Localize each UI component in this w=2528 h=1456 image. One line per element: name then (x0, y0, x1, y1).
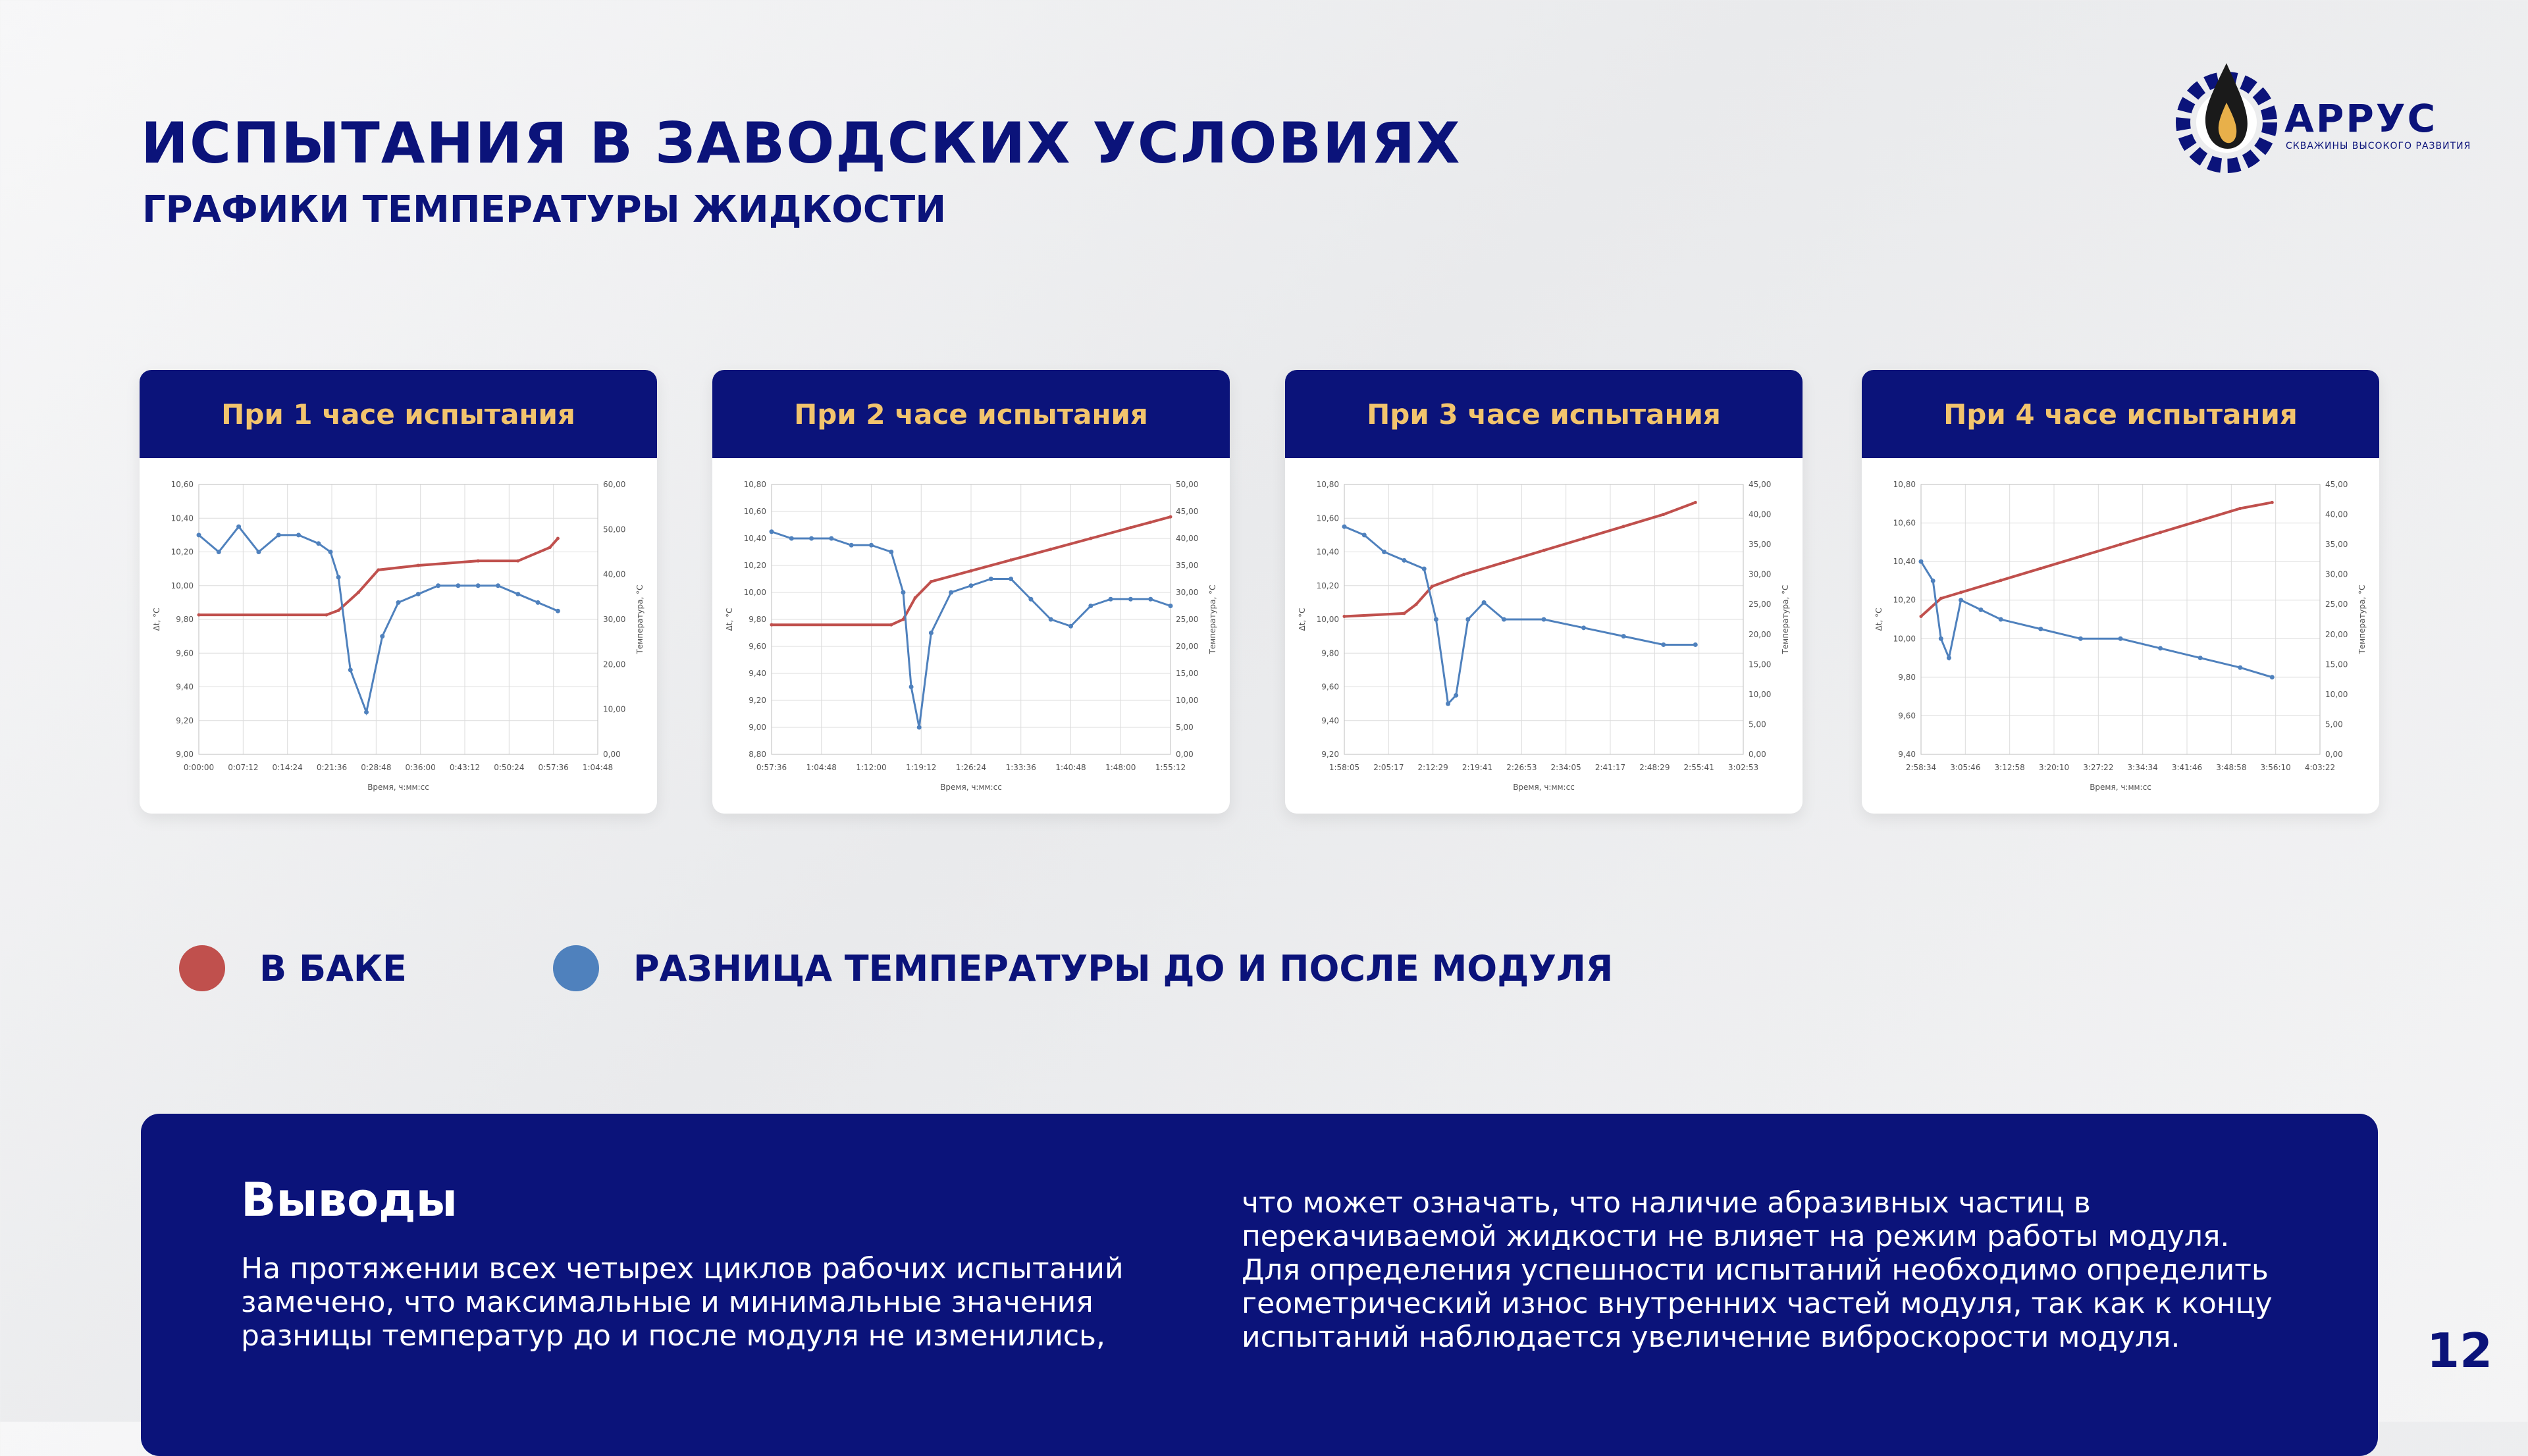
x-tick-label: 0:57:36 (538, 763, 569, 772)
tank-point (1402, 611, 1406, 615)
y2-tick-label: 25,00 (1749, 600, 1772, 610)
x-tick-label: 2:19:41 (1462, 763, 1493, 772)
x-tick-label: 3:48:58 (2216, 763, 2247, 772)
delta-point (1088, 604, 1093, 608)
delta-point (380, 634, 384, 638)
x-tick-label: 2:34:05 (1550, 763, 1581, 772)
y2-tick-label: 50,00 (1176, 480, 1199, 489)
x-tick-label: 0:36:00 (405, 763, 436, 772)
y2-tick-label: 5,00 (2325, 719, 2343, 729)
delta-point (256, 550, 261, 554)
tank-point (1089, 537, 1092, 540)
tank-point (1694, 501, 1697, 504)
delta-point (476, 583, 481, 588)
chart-card-title: При 4 часе испытания (1943, 398, 2298, 430)
delta-temperature-line (1344, 527, 1695, 704)
x-tick-label: 1:04:48 (806, 763, 837, 772)
tank-point (556, 537, 560, 540)
y-tick-label: 10,00 (743, 588, 766, 597)
delta-point (556, 609, 560, 613)
y-tick-label: 9,80 (1898, 672, 1916, 682)
y2-tick-label: 10,00 (1749, 689, 1772, 699)
delta-point (1446, 702, 1450, 706)
page-subtitle: ГРАФИКИ ТЕМПЕРАТУРЫ ЖИДКОСТИ (142, 188, 947, 231)
y-tick-label: 9,00 (749, 723, 766, 732)
y-axis-title: Δt, °C (152, 608, 161, 631)
x-tick-label: 3:05:46 (1950, 763, 1981, 772)
x-axis-title: Время, ч:мм:сс (940, 783, 1002, 792)
y2-tick-label: 20,00 (1749, 629, 1772, 639)
y2-tick-label: 45,00 (1749, 480, 1772, 489)
delta-point (1465, 617, 1470, 622)
x-tick-label: 0:43:12 (449, 763, 481, 772)
tank-point (970, 569, 973, 573)
y2-tick-label: 25,00 (2325, 600, 2348, 610)
tank-point (2271, 501, 2274, 504)
y2-tick-label: 20,00 (1176, 642, 1199, 651)
conclusions-text-left: На протяжении всех четырех циклов рабочих испытаний замечено, что максимальные и минимальные значения разницы температур до и после модуля не изменились, (241, 1252, 1124, 1353)
delta-point (436, 583, 440, 588)
delta-point (1068, 624, 1073, 629)
y-tick-label: 10,40 (171, 513, 194, 523)
tank-point (1939, 597, 1943, 600)
delta-point (849, 543, 854, 548)
delta-point (989, 577, 993, 581)
y-tick-label: 9,40 (1321, 715, 1339, 725)
delta-point (2038, 627, 2043, 631)
y2-tick-label: 0,00 (1749, 750, 1766, 759)
delta-point (789, 536, 794, 541)
x-tick-label: 2:05:17 (1373, 763, 1404, 772)
delta-point (770, 529, 774, 534)
y-tick-label: 10,40 (1316, 547, 1339, 557)
y2-tick-label: 40,00 (603, 569, 626, 579)
legend-item-delta (553, 945, 1613, 991)
delta-point (1482, 600, 1487, 605)
conclusions-panel (141, 1114, 2378, 1456)
chart-card-title: При 2 часе испытания (794, 398, 1148, 430)
tank-temperature-line (1344, 502, 1695, 616)
delta-point (1362, 533, 1367, 537)
x-tick-label: 2:55:41 (1683, 763, 1714, 772)
y2-tick-label: 30,00 (603, 615, 626, 624)
delta-point (1454, 693, 1458, 698)
x-tick-label: 1:48:00 (1105, 763, 1136, 772)
x-tick-label: 1:12:00 (856, 763, 887, 772)
y-tick-label: 10,20 (743, 561, 766, 570)
delta-point (1959, 598, 1963, 602)
chart-card-2 (712, 370, 1230, 814)
tank-point (1129, 526, 1132, 529)
delta-point (1939, 637, 1943, 641)
delta-point (328, 550, 332, 554)
delta-point (949, 590, 953, 595)
delta-point (336, 575, 341, 579)
y-tick-label: 10,20 (1316, 581, 1339, 590)
delta-point (829, 536, 833, 541)
y-tick-label: 10,60 (171, 480, 194, 489)
y2-tick-label: 40,00 (1176, 534, 1199, 543)
y2-tick-label: 35,00 (1749, 540, 1772, 550)
x-axis-title: Время, ч:мм:сс (1513, 783, 1575, 792)
y-axis-title: Δt, °C (725, 608, 734, 631)
x-axis-title: Время, ч:мм:сс (367, 783, 429, 792)
x-tick-label: 1:33:36 (1005, 763, 1036, 772)
delta-point (929, 631, 934, 635)
delta-point (809, 536, 814, 541)
delta-point (396, 600, 401, 605)
y2-tick-label: 45,00 (1176, 507, 1199, 516)
delta-point (515, 592, 520, 596)
x-tick-label: 4:03:22 (2304, 763, 2336, 772)
delta-point (1919, 559, 1924, 564)
y-tick-label: 9,60 (1321, 682, 1339, 692)
logo-tagline: СКВАЖИНЫ ВЫСОКОГО РАЗВИТИЯ (2286, 141, 2471, 151)
tank-point (1415, 603, 1418, 606)
tank-point (1999, 579, 2003, 582)
delta-point (1434, 617, 1438, 622)
delta-point (1581, 625, 1586, 630)
y-tick-label: 10,20 (171, 547, 194, 557)
tank-point (337, 609, 340, 612)
delta-point (217, 550, 221, 554)
delta-point (316, 541, 321, 546)
y-tick-label: 10,40 (743, 534, 766, 543)
y-tick-label: 9,60 (1898, 711, 1916, 721)
tank-point (1169, 515, 1172, 519)
conclusions-title: Выводы (241, 1173, 458, 1227)
delta-point (1947, 656, 1951, 660)
y2-tick-label: 25,00 (1176, 615, 1199, 624)
x-tick-label: 2:48:29 (1639, 763, 1670, 772)
delta-point (348, 667, 353, 672)
y2-tick-label: 35,00 (1176, 561, 1199, 570)
delta-point (1148, 597, 1153, 602)
x-tick-label: 0:57:36 (756, 763, 787, 772)
y-tick-label: 9,80 (749, 615, 766, 624)
y-tick-label: 9,20 (176, 715, 194, 725)
x-tick-label: 0:21:36 (316, 763, 348, 772)
tank-temperature-line (199, 538, 558, 615)
company-logo (2172, 57, 2469, 182)
delta-point (456, 583, 460, 588)
tank-point (198, 613, 201, 617)
page-title: ИСПЫТАНИЯ В ЗАВОДСКИХ УСЛОВИЯХ (141, 111, 1462, 176)
tank-point (1662, 513, 1665, 516)
y2-tick-label: 15,00 (1176, 669, 1199, 678)
y-tick-label: 10,20 (1893, 595, 1916, 605)
temperature-chart-1 (140, 458, 657, 814)
tank-point (516, 559, 519, 563)
y2-tick-label: 20,00 (603, 660, 626, 669)
delta-point (1621, 634, 1626, 638)
chart-card-4 (1862, 370, 2379, 814)
tank-point (1343, 615, 1346, 618)
tank-point (1502, 561, 1506, 564)
y2-tick-label: 15,00 (2325, 660, 2348, 669)
y-tick-label: 10,00 (171, 581, 194, 590)
delta-point (416, 592, 421, 596)
delta-point (1999, 617, 2003, 622)
y2-axis-title: Температура, °C (1208, 585, 1217, 654)
tank-point (1582, 537, 1585, 540)
x-tick-label: 3:34:34 (2127, 763, 2158, 772)
y2-tick-label: 45,00 (2325, 480, 2348, 489)
tank-point (930, 580, 933, 583)
tank-point (1049, 548, 1053, 551)
delta-point (2078, 637, 2083, 641)
x-tick-label: 0:07:12 (228, 763, 259, 772)
x-tick-label: 3:41:46 (2171, 763, 2203, 772)
legend-item-tank (179, 945, 407, 991)
tank-point (2079, 555, 2082, 558)
delta-point (296, 533, 301, 537)
y2-tick-label: 10,00 (603, 704, 626, 714)
y-tick-label: 9,20 (749, 696, 766, 705)
tank-point (477, 559, 480, 563)
tank-point (1462, 573, 1465, 576)
y-tick-label: 10,80 (1316, 480, 1339, 489)
delta-point (1382, 550, 1386, 554)
tank-point (1431, 585, 1434, 588)
y-tick-label: 9,40 (749, 669, 766, 678)
y2-tick-label: 5,00 (1176, 723, 1194, 732)
x-tick-label: 2:12:29 (1417, 763, 1448, 772)
y2-tick-label: 50,00 (603, 525, 626, 534)
delta-point (276, 533, 281, 537)
x-tick-label: 2:58:34 (1905, 763, 1937, 772)
delta-point (1402, 558, 1406, 563)
chart-card-title: При 3 часе испытания (1367, 398, 1721, 430)
legend-red-dot-icon (179, 945, 225, 991)
y-axis-title: Δt, °C (1298, 608, 1307, 631)
delta-point (1693, 642, 1698, 647)
delta-point (1661, 642, 1666, 647)
y-tick-label: 9,40 (1898, 750, 1916, 759)
tank-point (770, 623, 774, 627)
y2-tick-label: 40,00 (1749, 509, 1772, 519)
y-tick-label: 9,40 (176, 682, 194, 692)
temperature-chart-3 (1285, 458, 1803, 814)
chart-card-header (1285, 370, 1803, 458)
x-tick-label: 3:27:22 (2083, 763, 2114, 772)
y2-tick-label: 0,00 (2325, 750, 2343, 759)
tank-point (548, 546, 552, 549)
delta-point (1542, 617, 1546, 622)
legend-blue-dot-icon (553, 945, 599, 991)
x-tick-label: 0:28:48 (361, 763, 392, 772)
delta-point (889, 550, 893, 554)
y-tick-label: 10,00 (1316, 615, 1339, 624)
delta-point (364, 710, 369, 714)
tank-point (914, 596, 917, 600)
y-tick-label: 9,00 (176, 750, 194, 759)
x-tick-label: 0:50:24 (494, 763, 525, 772)
tank-point (1149, 521, 1152, 524)
tank-point (357, 591, 360, 594)
y2-tick-label: 60,00 (603, 480, 626, 489)
delta-point (1342, 525, 1347, 529)
tank-point (2238, 507, 2242, 510)
tank-point (1920, 615, 1923, 618)
delta-point (869, 543, 874, 548)
y2-tick-label: 15,00 (1749, 660, 1772, 669)
tank-point (1622, 525, 1625, 528)
page-number: 12 (2427, 1323, 2493, 1378)
chart-card-header (1862, 370, 2379, 458)
y2-axis-title: Температура, °C (2357, 585, 2367, 654)
x-tick-label: 3:12:58 (1994, 763, 2025, 772)
legend-label: В БАКЕ (259, 947, 407, 989)
y2-tick-label: 40,00 (2325, 509, 2348, 519)
y-tick-label: 10,00 (1893, 634, 1916, 644)
x-tick-label: 1:26:24 (955, 763, 987, 772)
tank-point (2159, 531, 2162, 534)
x-tick-label: 1:04:48 (582, 763, 614, 772)
conclusions-text-right: что может означать, что наличие абразивных частиц в перекачиваемой жидкости не влияет на режим работы модуля. Для определения успешности испытаний необходимо определить геометрический износ внутренних частей модуля, так как к концу испытаний наблюдается увеличение виброскорости модуля. (1242, 1186, 2273, 1354)
chart-card-header (712, 370, 1230, 458)
y-tick-label: 10,60 (1893, 518, 1916, 528)
y-tick-label: 9,60 (176, 648, 194, 658)
tank-point (901, 618, 905, 621)
y2-tick-label: 30,00 (2325, 569, 2348, 579)
x-tick-label: 1:55:12 (1155, 763, 1186, 772)
y2-axis-title: Температура, °C (635, 585, 645, 654)
tank-point (2199, 519, 2202, 522)
delta-temperature-line (1921, 561, 2272, 677)
tank-point (325, 613, 328, 617)
delta-point (909, 685, 914, 689)
tank-point (1009, 558, 1013, 561)
y-tick-label: 9,80 (1321, 648, 1339, 658)
delta-point (536, 600, 540, 605)
tank-temperature-line (1921, 502, 2272, 616)
y-tick-label: 9,60 (749, 642, 766, 651)
x-tick-label: 0:00:00 (183, 763, 215, 772)
delta-point (1931, 579, 1936, 583)
delta-point (1422, 567, 1427, 571)
tank-point (377, 568, 380, 571)
y2-tick-label: 30,00 (1749, 569, 1772, 579)
chart-card-3 (1285, 370, 1803, 814)
x-tick-label: 3:02:53 (1727, 763, 1759, 772)
logo-name: АРРУС (2284, 96, 2438, 141)
delta-point (1109, 597, 1113, 602)
delta-point (2119, 637, 2123, 641)
x-tick-label: 1:40:48 (1055, 763, 1086, 772)
y-tick-label: 10,60 (1316, 513, 1339, 523)
plot-frame (1921, 484, 2320, 754)
delta-point (1049, 617, 1053, 622)
y-axis-title: Δt, °C (1874, 608, 1883, 631)
x-tick-label: 1:58:05 (1329, 763, 1360, 772)
x-tick-label: 3:20:10 (2038, 763, 2070, 772)
tank-point (889, 623, 893, 627)
tank-point (1542, 549, 1546, 552)
y2-tick-label: 0,00 (1176, 750, 1194, 759)
x-tick-label: 0:14:24 (272, 763, 303, 772)
delta-point (1169, 604, 1173, 608)
chart-card-title: При 1 часе испытания (221, 398, 575, 430)
chart-card-1 (140, 370, 657, 814)
tank-point (1959, 591, 1962, 594)
delta-point (917, 725, 922, 730)
temperature-chart-4 (1862, 458, 2379, 814)
delta-point (1502, 617, 1506, 622)
y2-tick-label: 10,00 (2325, 689, 2348, 699)
delta-point (1978, 608, 1983, 612)
x-tick-label: 2:41:17 (1594, 763, 1626, 772)
y2-tick-label: 0,00 (603, 750, 621, 759)
y2-tick-label: 35,00 (2325, 540, 2348, 550)
delta-point (969, 583, 974, 588)
y-tick-label: 10,60 (743, 507, 766, 516)
gear-drop-icon (2172, 57, 2284, 182)
x-tick-label: 1:19:12 (906, 763, 937, 772)
legend-label: РАЗНИЦА ТЕМПЕРАТУРЫ ДО И ПОСЛЕ МОДУЛЯ (633, 947, 1614, 989)
tank-point (2039, 567, 2042, 570)
x-axis-title: Время, ч:мм:сс (2090, 783, 2151, 792)
delta-point (1028, 597, 1033, 602)
y2-tick-label: 10,00 (1176, 696, 1199, 705)
y-tick-label: 8,80 (749, 750, 766, 759)
temperature-chart-2 (712, 458, 1230, 814)
delta-point (901, 590, 905, 595)
delta-point (2270, 675, 2275, 679)
y2-tick-label: 30,00 (1176, 588, 1199, 597)
delta-point (236, 525, 241, 529)
tank-point (417, 564, 420, 567)
y2-tick-label: 20,00 (2325, 629, 2348, 639)
delta-point (2158, 646, 2163, 650)
y2-axis-title: Температура, °C (1781, 585, 1790, 654)
x-tick-label: 3:56:10 (2260, 763, 2291, 772)
delta-point (1128, 597, 1133, 602)
x-tick-label: 2:26:53 (1506, 763, 1537, 772)
delta-point (2198, 656, 2203, 660)
y-tick-label: 10,80 (1893, 480, 1916, 489)
delta-point (2238, 665, 2242, 670)
y2-tick-label: 5,00 (1749, 719, 1766, 729)
y-tick-label: 10,40 (1893, 557, 1916, 567)
delta-point (1009, 577, 1013, 581)
chart-card-header (140, 370, 657, 458)
tank-point (2119, 543, 2122, 546)
y-tick-label: 9,20 (1321, 750, 1339, 759)
y-tick-label: 9,80 (176, 615, 194, 624)
delta-point (496, 583, 500, 588)
delta-point (197, 533, 201, 537)
y-tick-label: 10,80 (743, 480, 766, 489)
